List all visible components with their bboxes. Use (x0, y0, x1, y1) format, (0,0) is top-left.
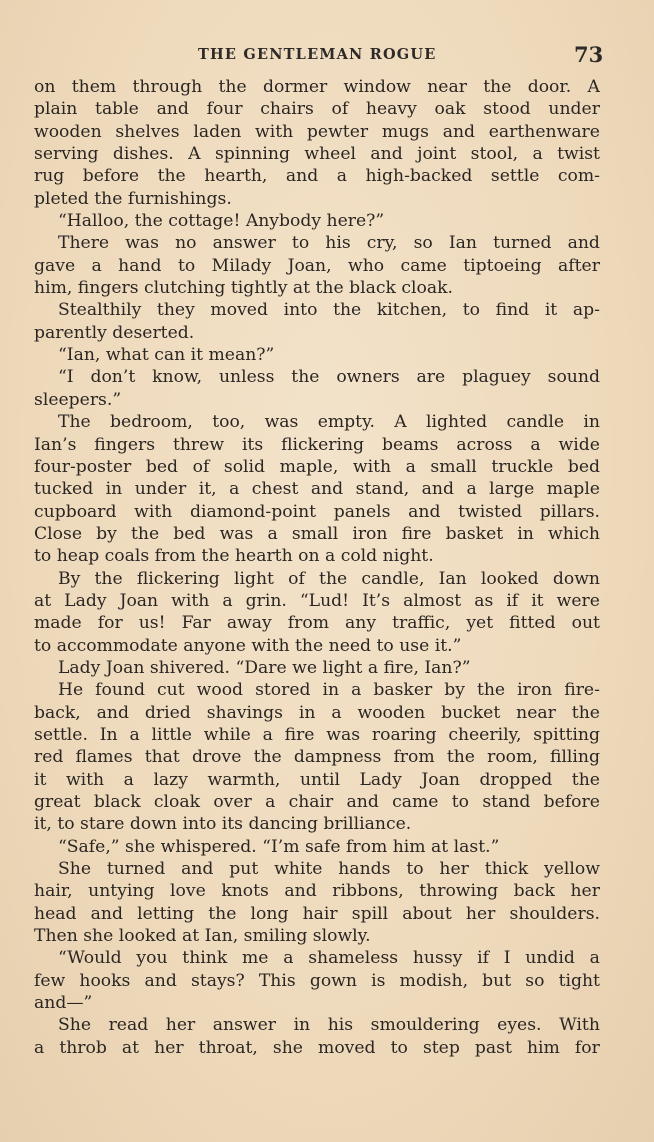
text-line: The bedroom, too, was empty. A lighted candle in (58, 412, 600, 433)
text-line: head and letting the long hair spill about her shoulders. (34, 903, 600, 924)
text-line: Lady Joan shivered. “Dare we light a fire, Ian?” (58, 657, 471, 678)
text-line: settle. In a little while a fire was roaring cheerily, spitting (34, 724, 600, 745)
text-line: He found cut wood stored in a basker by the iron fire- (58, 680, 600, 701)
text-line: parently deserted. (34, 322, 195, 343)
text-line: There was no answer to his cry, so Ian turned and (58, 233, 600, 254)
text-line: at Lady Joan with a grin. “Lud! It’s almost as if it were (34, 590, 600, 611)
text-line: him, fingers clutching tightly at the black cloak. (34, 278, 453, 299)
text-line: wooden shelves laden with pewter mugs and earthenware (34, 121, 600, 142)
text-line: “Ian, what can it mean?” (58, 345, 275, 366)
text-line: pleted the furnishings. (34, 188, 232, 209)
text-line: hair, untying love knots and ribbons, throwing back her (34, 881, 600, 902)
text-line: “Halloo, the cottage! Anybody here?” (58, 211, 385, 232)
text-line: “I don’t know, unless the owners are plaguey sound (58, 367, 600, 388)
text-line: four-poster bed of solid maple, with a small truckle bed (34, 456, 600, 477)
text-line: She read her answer in his smouldering eyes. With (58, 1015, 600, 1036)
text-line: to heap coals from the hearth on a cold night. (34, 546, 434, 567)
text-line: on them through the dormer window near the door. A (34, 77, 600, 97)
text-line: Close by the bed was a small iron fire basket in which (34, 523, 600, 544)
text-line: to accommodate anyone with the need to use it.” (34, 635, 462, 656)
text-line: By the flickering light of the candle, Ian looked down (58, 568, 600, 589)
text-line: sleepers.” (34, 389, 122, 410)
text-line: tucked in under it, a chest and stand, and a large maple (34, 479, 600, 500)
text-line: serving dishes. A spinning wheel and joint stool, a twist (34, 144, 600, 165)
text-line: gave a hand to Milady Joan, who came tiptoeing after (34, 255, 600, 276)
text-line: red flames that drove the dampness from the room, filling (34, 747, 600, 768)
text-line: it with a lazy warmth, until Lady Joan dropped the (34, 769, 600, 790)
body-text (34, 76, 600, 1059)
running-head (0, 40, 654, 70)
text-line: back, and dried shavings in a wooden bucket near the (34, 702, 600, 723)
book-title: THE GENTLEMAN ROGUE (198, 46, 437, 63)
text-line: rug before the hearth, and a high-backed settle com- (34, 166, 600, 187)
text-line: “Safe,” she whispered. “I’m safe from him at last.” (58, 836, 500, 857)
text-line: it, to stare down into its dancing brilliance. (34, 814, 412, 835)
text-line: “Would you think me a shameless hussy if I undid a (58, 948, 600, 969)
page-number: 73 (574, 42, 604, 67)
text-line: Then she looked at Ian, smiling slowly. (34, 926, 371, 947)
text-line: a throb at her throat, she moved to step past him for (34, 1037, 600, 1058)
text-line: plain table and four chairs of heavy oak stood under (34, 99, 600, 120)
text-line: Stealthily they moved into the kitchen, to find it ap- (58, 300, 600, 321)
text-line: She turned and put white hands to her thick yellow (58, 859, 600, 880)
text-line: made for us! Far away from any traffic, yet fitted out (34, 613, 600, 634)
text-line: few hooks and stays? This gown is modish, but so tight (34, 970, 600, 991)
text-line: and—” (34, 993, 93, 1014)
text-line: cupboard with diamond-point panels and twisted pillars. (34, 501, 600, 522)
text-line: great black cloak over a chair and came to stand before (34, 792, 600, 812)
text-line: Ian’s fingers threw its flickering beams across a wide (34, 434, 600, 455)
